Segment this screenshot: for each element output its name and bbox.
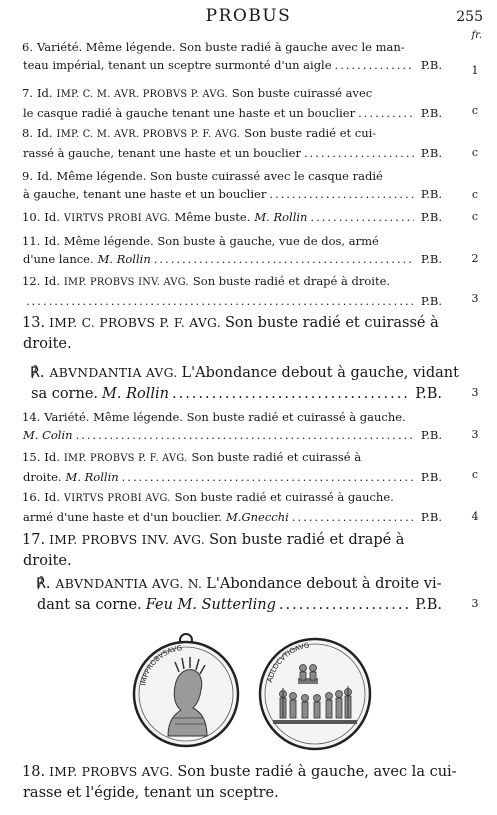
entry-6 bbox=[22, 38, 442, 74]
coin-legend: IMP. PROBVS INV. AVG. bbox=[63, 277, 189, 288]
coin-legend: IMP. PROBVS INV. AVG. bbox=[49, 533, 206, 547]
entry-number: 7. bbox=[22, 86, 33, 100]
entry-description-cont: droite. bbox=[23, 553, 72, 569]
entry-9 bbox=[22, 167, 442, 203]
coin-legend: VIRTVS PROBI AVG. bbox=[63, 493, 171, 504]
entry-number: 13. bbox=[22, 315, 46, 331]
entry-description-cont: rasse et l'égide, tenant un sceptre. bbox=[23, 785, 279, 801]
entry-number: 16. bbox=[22, 490, 41, 504]
entry-17 bbox=[22, 530, 442, 572]
entry-number: 17. bbox=[22, 532, 46, 548]
entry-description: Son buste radié et cuirassé à gauche. bbox=[174, 490, 394, 504]
entry-14 bbox=[22, 408, 442, 444]
leader-dots bbox=[335, 56, 414, 74]
collector-name: M. Rollin bbox=[254, 210, 308, 224]
entry-description-cont: dant sa corne. bbox=[37, 597, 142, 613]
reverse-coin bbox=[260, 639, 370, 749]
entry-12 bbox=[22, 272, 442, 310]
leader-dots bbox=[76, 426, 414, 444]
rarity: 3 bbox=[471, 597, 479, 610]
entry-13 bbox=[22, 313, 442, 355]
leader-dots bbox=[154, 250, 414, 268]
module-size: P.B. bbox=[420, 106, 442, 120]
reverse-symbol: ℟. bbox=[30, 365, 45, 381]
obverse-coin bbox=[134, 634, 238, 746]
collector-name: M. Rollin bbox=[65, 470, 119, 484]
rarity: 3 bbox=[471, 386, 479, 399]
entry-number: 14. bbox=[22, 410, 41, 424]
entry-10 bbox=[22, 208, 442, 228]
entry-number: 9. bbox=[22, 169, 33, 183]
coin-legend: ABVNDANTIA AVG. N. bbox=[55, 577, 203, 591]
entry-description: Son buste radié et cui- bbox=[244, 126, 377, 140]
module-size: P.B. bbox=[420, 58, 442, 72]
coin-illustration bbox=[123, 628, 373, 754]
entry-description-cont: rassé à gauche, tenant une haste et un bouclier bbox=[23, 146, 301, 160]
reverse-legend: ADLOCVTIOAVG bbox=[265, 641, 311, 684]
rarity: 1 bbox=[471, 64, 479, 77]
leader-dots bbox=[310, 208, 413, 226]
collector-name: Feu M. Sutterling bbox=[145, 597, 276, 613]
obverse-legend: IMPPROBVSAVG bbox=[139, 644, 183, 687]
coin-legend: IMP. PROBVS AVG. bbox=[49, 765, 174, 779]
entry-8 bbox=[22, 124, 442, 162]
entry-description: Son buste radié et drapé à bbox=[209, 532, 405, 548]
entry-17-reverse bbox=[36, 574, 442, 616]
entry-description-cont: sa corne. bbox=[31, 386, 99, 402]
entry-description-cont: droite. bbox=[23, 336, 72, 352]
page-title: PROBUS bbox=[205, 6, 292, 26]
entry-description: L'Abondance debout à droite vi- bbox=[206, 576, 442, 592]
entry-13-reverse bbox=[30, 363, 459, 405]
module-size: P.B. bbox=[420, 294, 442, 308]
entry-description-cont: à gauche, tenant une haste et un bouclier bbox=[23, 187, 267, 201]
rarity: c bbox=[471, 146, 479, 159]
leader-dots bbox=[269, 185, 413, 203]
entry-description: Même légende. Son buste cuirassé avec le casque radié bbox=[56, 169, 383, 183]
reverse-symbol: ℟. bbox=[36, 576, 51, 592]
coin-legend: IMP. C. M. AVR. PROBVS P. F. AVG. bbox=[56, 129, 241, 140]
entry-15 bbox=[22, 448, 442, 486]
coin-legend: VIRTVS PROBI AVG. bbox=[63, 213, 171, 224]
module-size: P.B. bbox=[420, 428, 442, 442]
entry-16 bbox=[22, 488, 442, 526]
coin-legend: IMP. C. M. AVR. PROBVS P. AVG. bbox=[56, 89, 228, 100]
rarity: c bbox=[471, 104, 479, 117]
entry-id: Id. bbox=[44, 210, 60, 224]
entry-description-cont: d'une lance. bbox=[23, 252, 94, 266]
entry-number: 15. bbox=[22, 450, 41, 464]
rarity: 4 bbox=[471, 510, 479, 523]
entry-description: Variété. Même légende. Son buste radié à gauche avec le man- bbox=[36, 40, 405, 54]
entry-7 bbox=[22, 84, 442, 122]
entry-number: 10. bbox=[22, 210, 41, 224]
rarity: 3 bbox=[471, 292, 479, 305]
entry-description: Son buste cuirassé avec bbox=[231, 86, 373, 100]
coin-legend: IMP. C. PROBVS P. F. AVG. bbox=[49, 316, 221, 330]
rarity: c bbox=[471, 468, 479, 481]
entry-description: Même buste. bbox=[174, 210, 251, 224]
collector-name: M. Colin bbox=[23, 428, 73, 442]
module-size: P.B. bbox=[420, 146, 442, 160]
entry-number: 11. bbox=[22, 234, 41, 248]
module-size: P.B. bbox=[420, 252, 442, 266]
entry-description: Son buste radié et cuirassé à bbox=[191, 450, 362, 464]
rarity: c bbox=[471, 188, 479, 201]
entry-18 bbox=[22, 762, 457, 804]
leader-dots bbox=[26, 292, 414, 310]
entry-id: Id. bbox=[36, 126, 53, 140]
collector-name: M. Rollin bbox=[97, 252, 151, 266]
entry-11 bbox=[22, 232, 442, 268]
entry-description-cont: droite. bbox=[23, 470, 62, 484]
leader-dots bbox=[122, 468, 414, 486]
module-size: P.B. bbox=[420, 510, 442, 524]
entry-description: Son buste radié et cuirassé à bbox=[224, 315, 439, 331]
module-size: P.B. bbox=[415, 597, 442, 613]
leader-dots bbox=[358, 104, 414, 122]
leader-dots bbox=[172, 384, 408, 405]
page-number: 255 bbox=[456, 9, 483, 25]
rarity: 2 bbox=[471, 252, 479, 265]
entry-number: 18. bbox=[22, 764, 46, 780]
entry-id: Id. bbox=[44, 234, 60, 248]
module-size: P.B. bbox=[420, 187, 442, 201]
entry-description: Son buste radié et drapé à droite. bbox=[192, 274, 391, 288]
entry-description: Même légende. Son buste à gauche, vue de dos, armé bbox=[63, 234, 379, 248]
module-size: P.B. bbox=[420, 210, 442, 224]
entry-description: Son buste radié à gauche, avec la cui- bbox=[177, 764, 457, 780]
leader-dots bbox=[279, 595, 408, 616]
entry-id: Id. bbox=[36, 169, 53, 183]
entry-description: L'Abondance debout à gauche, vidant bbox=[181, 365, 459, 381]
entry-description-cont: le casque radié à gauche tenant une haste et un bouclier bbox=[23, 106, 356, 120]
coin-legend: IMP. PROBVS P. F. AVG. bbox=[63, 453, 188, 464]
entry-id: Id. bbox=[44, 450, 60, 464]
entry-number: 6. bbox=[22, 40, 33, 54]
entry-description-cont: armé d'une haste et d'un bouclier. bbox=[23, 510, 223, 524]
rarity: c bbox=[471, 210, 479, 223]
coin-legend: ABVNDANTIA AVG. bbox=[49, 366, 178, 380]
leader-dots bbox=[292, 508, 414, 526]
module-size: P.B. bbox=[420, 470, 442, 484]
leader-dots bbox=[304, 144, 414, 162]
collector-name: M. Rollin bbox=[102, 386, 169, 402]
entry-number: 8. bbox=[22, 126, 33, 140]
entry-number: 12. bbox=[22, 274, 41, 288]
entry-id: Id. bbox=[44, 274, 60, 288]
collector-name: M.Gnecchi bbox=[226, 510, 289, 524]
entry-description-cont: teau impérial, tenant un sceptre surmonté d'un aigle bbox=[23, 58, 332, 72]
rarity: 3 bbox=[471, 428, 479, 441]
module-size: P.B. bbox=[415, 386, 442, 402]
entry-id: Id. bbox=[36, 86, 53, 100]
entry-id: Id. bbox=[44, 490, 60, 504]
entry-description: Variété. Même légende. Son buste radié et cuirassé à gauche. bbox=[44, 410, 406, 424]
rarity-column-header: fr. bbox=[471, 30, 482, 41]
